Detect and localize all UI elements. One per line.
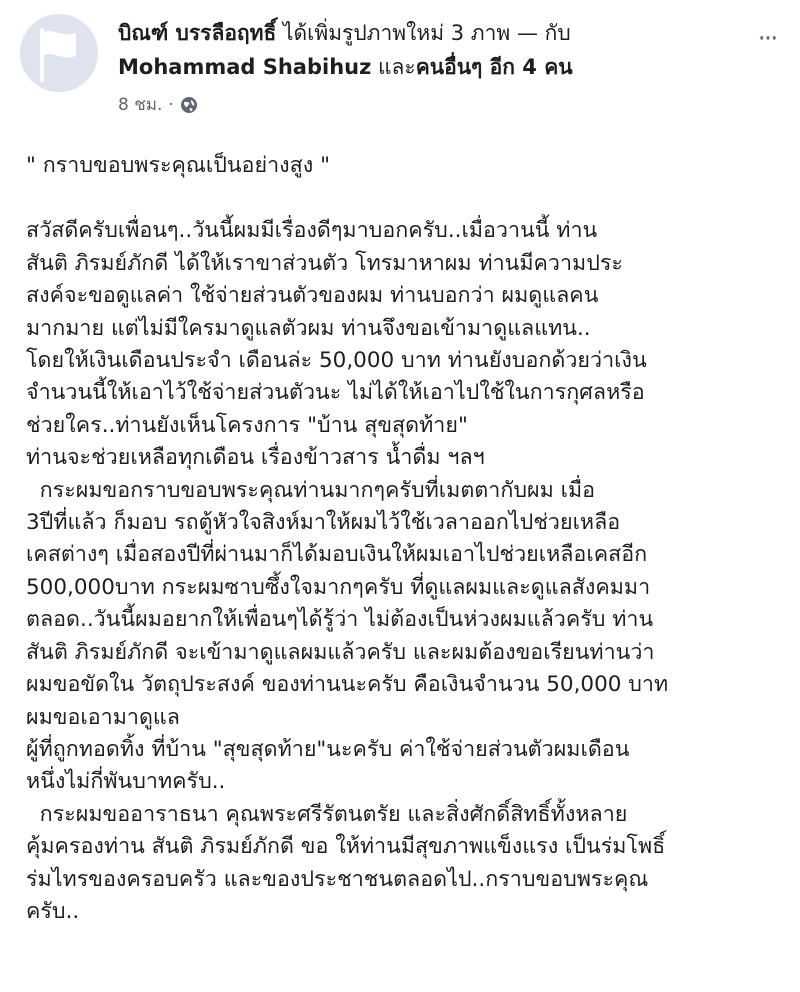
post-text bbox=[26, 215, 786, 928]
post-line: ผมขอเอามาดูแล bbox=[26, 704, 180, 730]
post-meta bbox=[118, 94, 198, 116]
and-text: และ bbox=[371, 55, 416, 79]
post-line: หนึ่งไม่กี่พันบาทครับ.. bbox=[26, 769, 226, 795]
post-line: ช่วยใคร..ท่านยังเห็นโครงการ "บ้าน สุขสุดท้าย" bbox=[26, 412, 468, 438]
post-author-line bbox=[118, 18, 728, 48]
post-line: โดยให้เงินเดือนประจำ เดือนล่ะ 50,000 บาท ท่านยังบอกด้วยว่าเงิน bbox=[26, 348, 647, 374]
tagged-line bbox=[118, 52, 573, 82]
others-link[interactable]: คนอื่นๆ อีก 4 คน bbox=[415, 55, 573, 79]
post-line: มากมาย แต่ไม่มีใครมาดูแลตัวผม ท่านจึงขอเข้ามาดูแลแทน.. bbox=[26, 315, 591, 341]
post-line: คุ้มครองท่าน สันติ ภิรมย์ภักดี ขอ ให้ท่านมีสุขภาพแข็งแรง เป็นร่มโพธิ์ bbox=[26, 834, 666, 860]
post-line: จำนวนนี้ให้เอาไว้ใช้จ่ายส่วนตัวนะ ไม่ได้ให้เอาไปใช้ในการกุศลหรือ bbox=[26, 380, 645, 406]
post-line: ท่านจะช่วยเหลือทุกเดือน เรื่องข้าวสาร น้ำดื่ม ฯลฯ bbox=[26, 445, 485, 471]
post-line: 500,000บาท กระผมซาบซึ้งใจมากๆครับ ที่ดูแลผมและดูแลสังคมมา bbox=[26, 574, 651, 600]
post-line: กระผมขออาราธนา คุณพระศรีรัตนตรัย และสิ่งศักดิ์สิทธิ์ทั้งหลาย bbox=[26, 801, 628, 827]
post-header bbox=[0, 0, 800, 130]
more-options-icon[interactable]: ··· bbox=[757, 24, 777, 54]
post-line: สันติ ภิรมย์ภักดี จะเข้ามาดูแลผมแล้วครับ และผมต้องขอเรียนท่านว่า bbox=[26, 639, 655, 665]
tagged-person-link[interactable]: Mohammad Shabihuz bbox=[118, 55, 372, 79]
post-timestamp[interactable]: 8 ชม. bbox=[118, 95, 163, 115]
post-line: กระผมขอกราบขอบพระคุณท่านมากๆครับที่เมตตากับผม เมื่อ bbox=[26, 477, 596, 503]
post-line: เคสต่างๆ เมื่อสองปีที่ผ่านมาก็ได้มอบเงินให้ผมเอาไปช่วยเหลือเคสอีก bbox=[26, 542, 648, 568]
post-line: สงค์จะขอดูแลค่า ใช้จ่ายส่วนตัวของผม ท่านบอกว่า ผมดูแลคน bbox=[26, 283, 599, 309]
avatar[interactable] bbox=[20, 14, 98, 92]
post-body bbox=[26, 150, 786, 928]
post-line: ร่มไทรของครอบครัว และของประชาชนตลอดไป..กราบขอบพระคุณ bbox=[26, 866, 649, 892]
post-line: 3ปีที่แล้ว ก็มอบ รถตู้หัวใจสิงห์มาให้ผมไว้ใช้เวลาออกไปช่วยเหลือ bbox=[26, 510, 621, 536]
post-line: ครับ.. bbox=[26, 898, 80, 924]
globe-icon[interactable] bbox=[180, 96, 198, 114]
post-line: ผมขอขัดใน วัตถุประสงค์ ของท่านนะครับ คือเงินจำนวน 50,000 บาท bbox=[26, 672, 669, 698]
author-name[interactable]: บิณฑ์ บรรลือฤทธิ์ bbox=[118, 21, 277, 45]
post-line: สวัสดีครับเพื่อนๆ..วันนี้ผมมีเรื่องดีๆมาบอกครับ..เมื่อวานนี้ ท่าน bbox=[26, 218, 598, 244]
white-flag-icon bbox=[20, 14, 98, 92]
post-action-text: ได้เพิ่มรูปภาพใหม่ 3 ภาพ — กับ bbox=[276, 21, 571, 45]
post-line: ผู้ที่ถูกทอดทิ้ง ที่บ้าน "สุขสุดท้าย"นะครับ ค่าใช้จ่ายส่วนตัวผมเดือน bbox=[26, 736, 630, 762]
post-heading: " กราบขอบพระคุณเป็นอย่างสูง " bbox=[26, 153, 330, 178]
post-line: ตลอด..วันนี้ผมอยากให้เพื่อนๆได้รู้ว่า ไม่ต้องเป็นห่วงผมแล้วครับ ท่าน bbox=[26, 607, 654, 633]
meta-separator: · bbox=[168, 95, 174, 115]
post-line: สันติ ภิรมย์ภักดี ได้ให้เราขาส่วนตัว โทรมาหาผม ท่านมีความประ bbox=[26, 250, 623, 276]
